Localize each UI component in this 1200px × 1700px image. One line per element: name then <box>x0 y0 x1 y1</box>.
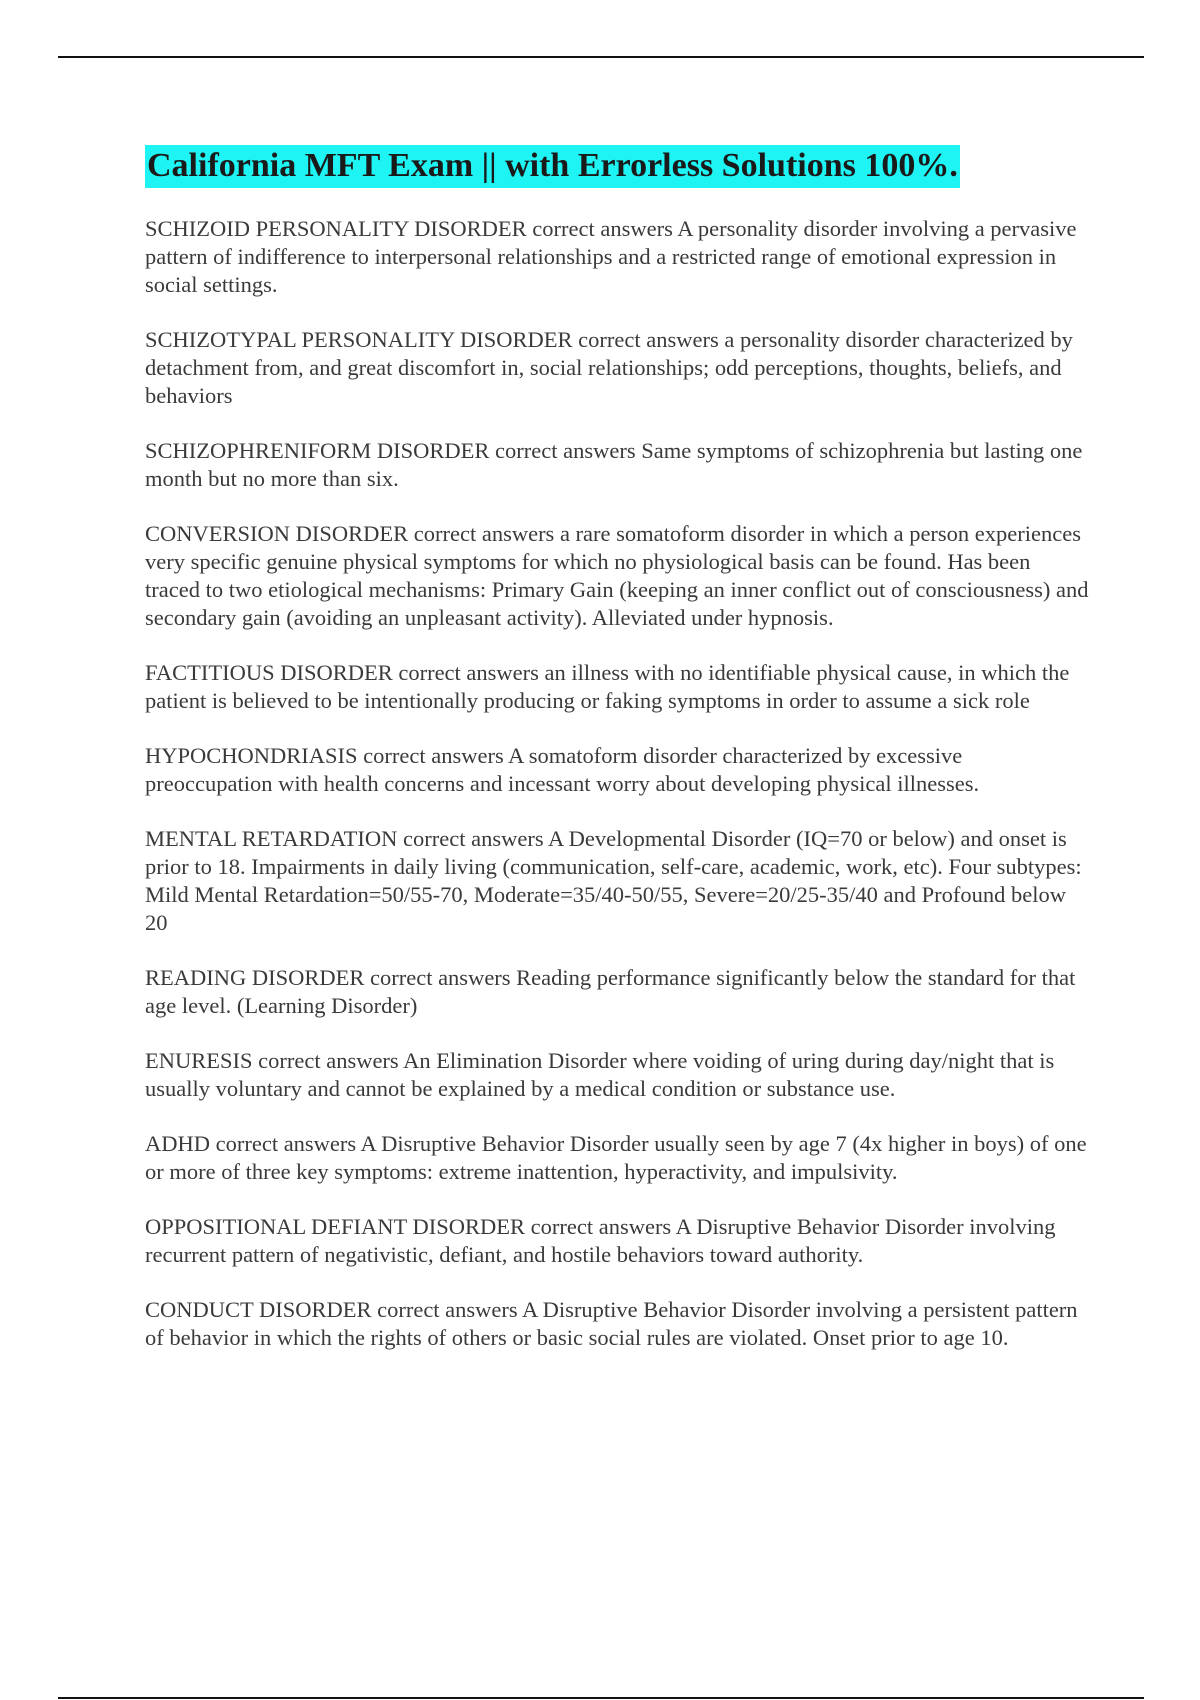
entry-oppositional-defiant-disorder: OPPOSITIONAL DEFIANT DISORDER correct answers A Disruptive Behavior Disorder involving recurrent pattern of negativistic, defiant, and hostile behaviors toward authority. <box>145 1214 1056 1267</box>
title-block <box>145 141 1090 191</box>
entry-enuresis: ENURESIS correct answers An Elimination Disorder where voiding of uring during day/night that is usually voluntary and cannot be explained by a medical condition or substance use. <box>145 1048 1055 1101</box>
page-header-rule <box>58 56 1144 58</box>
entry-mental-retardation: MENTAL RETARDATION correct answers A Developmental Disorder (IQ=70 or below) and onset is prior to 18. Impairments in daily living (communication, self-care, academic, work, etc). Four subtypes: Mild Mental Retardation=50/55-70, Moderate=35/40-50/55, Severe=20/25-35/40 and Profound below 20 <box>145 826 1082 935</box>
entry-schizotypal-personality-disorder: SCHIZOTYPAL PERSONALITY DISORDER correct answers a personality disorder characterized by detachment from, and great discomfort in, social relationships; odd perceptions, thoughts, beliefs, and behaviors <box>145 327 1073 408</box>
entry-schizoid-personality-disorder: SCHIZOID PERSONALITY DISORDER correct answers A personality disorder involving a pervasive pattern of indifference to interpersonal relationships and a restricted range of emotional expression in social settings. <box>145 216 1077 297</box>
entry-conduct-disorder: CONDUCT DISORDER correct answers A Disruptive Behavior Disorder involving a persistent pattern of behavior in which the rights of others or basic social rules are violated. Onset prior to age 10. <box>145 1297 1078 1350</box>
entry-adhd: ADHD correct answers A Disruptive Behavior Disorder usually seen by age 7 (4x higher in boys) of one or more of three key symptoms: extreme inattention, hyperactivity, and impulsivity. <box>145 1131 1087 1184</box>
entry-reading-disorder: READING DISORDER correct answers Reading performance significantly below the standard for that age level. (Learning Disorder) <box>145 965 1076 1018</box>
entry-schizophreniform-disorder: SCHIZOPHRENIFORM DISORDER correct answers Same symptoms of schizophrenia but lasting one month but no more than six. <box>145 438 1083 491</box>
entry-conversion-disorder: CONVERSION DISORDER correct answers a rare somatoform disorder in which a person experiences very specific genuine physical symptoms for which no physiological basis can be found. Has been traced to two etiological mechanisms: Primary Gain (keeping an inner conflict out of consciousness) and secondary gain (avoiding an unpleasant activity). Alleviated under hypnosis. <box>145 521 1089 630</box>
entry-hypochondriasis: HYPOCHONDRIASIS correct answers A somatoform disorder characterized by excessive preoccupation with health concerns and incessant worry about developing physical illnesses. <box>145 743 980 796</box>
document-body <box>145 141 1090 1379</box>
document-title: California MFT Exam || with Errorless Solutions 100%. <box>145 145 960 188</box>
page-footer-rule <box>58 1697 1144 1699</box>
entry-factitious-disorder: FACTITIOUS DISORDER correct answers an illness with no identifiable physical cause, in which the patient is believed to be intentionally producing or faking symptoms in order to assume a sick role <box>145 660 1070 713</box>
